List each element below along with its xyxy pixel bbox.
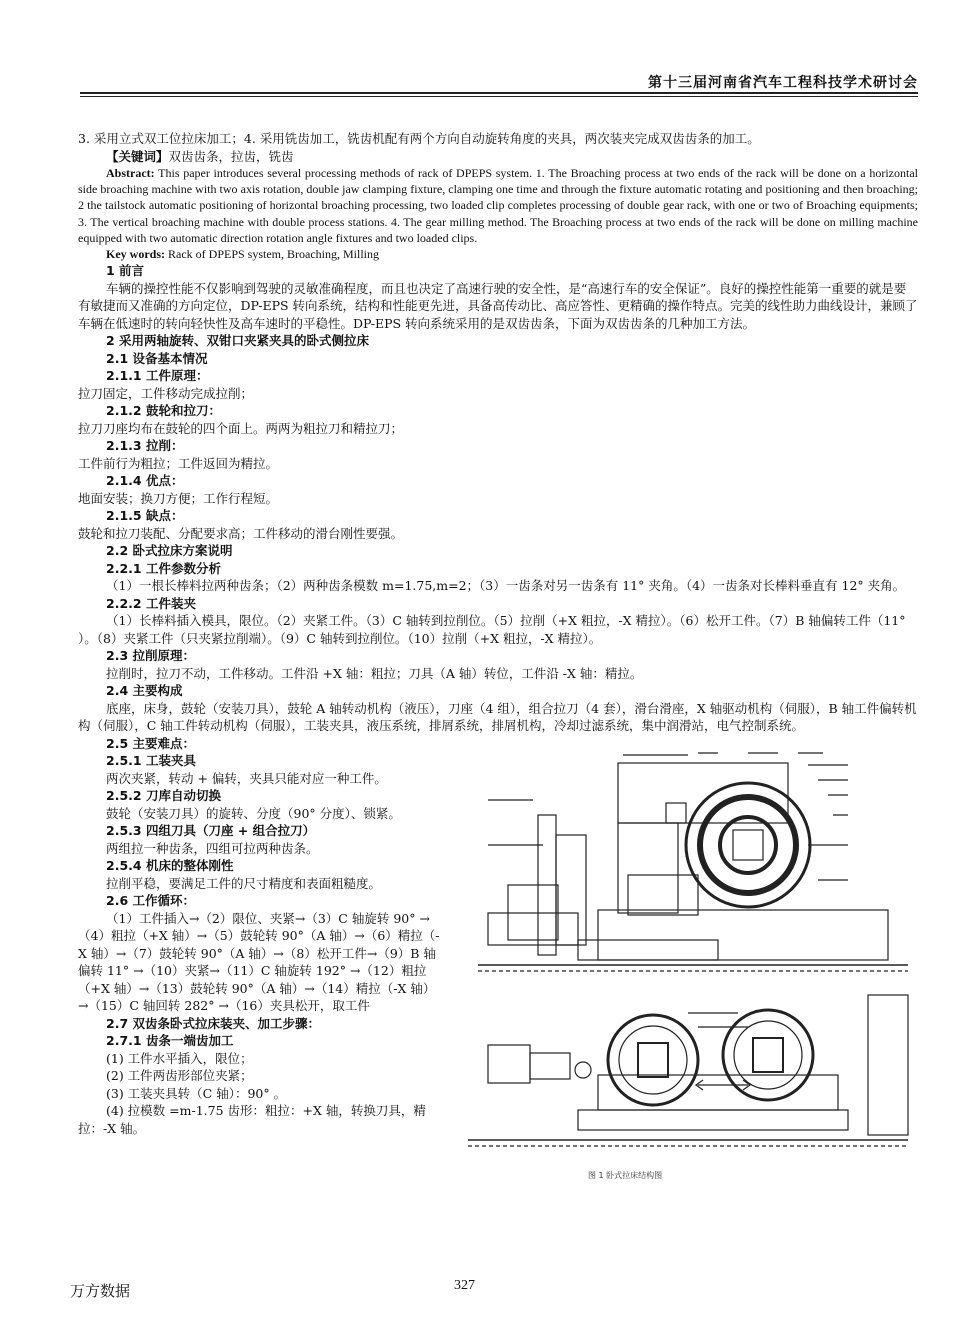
left-column <box>78 735 440 1138</box>
figure-column <box>448 735 918 1180</box>
section-heading: 2.3 拉削原理： <box>106 648 195 664</box>
conference-title: 第十三届河南省汽车工程科技学术研讨会 <box>648 75 918 91</box>
two-column-region <box>78 735 918 1180</box>
list-item: (4) 拉模数 =m-1.75 齿形：粗拉：+X 轴，转换刀具，精拉：-X 轴。 <box>78 1103 426 1136</box>
paragraph: 两组拉一种齿条，四组可拉两种齿条。 <box>106 840 319 856</box>
paragraph: （1）一根长棒料拉两种齿条；（2）两种齿条模数 m=1.75,m=2；（3）一齿条对另一齿条有 11° 夹角。（4）一齿条对长棒料垂直有 12° 夹角。 <box>106 578 906 594</box>
paragraph: 拉削时，拉刀不动，工件移动。工件沿 +X 轴：粗拉；刀具（A 轴）转位，工件沿 -X 轴：精拉。 <box>106 665 643 681</box>
paragraph: 鼓轮（安装刀具）的旋转、分度（90° 分度）、锁紧。 <box>106 805 401 821</box>
section-heading: 2.7.1 齿条一端齿加工 <box>106 1033 234 1049</box>
section-heading: 2 采用两轴旋转、双钳口夹紧夹具的卧式侧拉床 <box>106 333 370 349</box>
figure-caption: 图 1 卧式拉床结构图 <box>588 1170 663 1180</box>
section-heading: 2.2 卧式拉床方案说明 <box>106 543 233 559</box>
section-heading: 2.1.5 缺点： <box>106 508 184 524</box>
paragraph: 拉削平稳，要满足工件的尺寸精度和表面粗糙度。 <box>106 875 382 891</box>
section-heading: 2.1.3 拉削： <box>106 438 184 454</box>
paragraph: 车辆的操控性能不仅影响到驾驶的灵敏准确程度，而且也决定了高速行驶的安全性，是“高速行车的安全保证”。良好的操控性能第一重要的就是要有敏捷而又准确的方向定位，DP-EPS 转向系统，结构和性能更先进，具备高传动比、高应答性、更精确的操作特点。完美的线性助力曲线设计，兼顾了车辆在低速时的转向轻快性及高车速时的平稳性。DP-EPS 转向系统采用的是双齿齿条，下面为双齿齿条的几种加工方法。 <box>78 280 918 331</box>
section-heading: 2.6 工作循环： <box>106 893 195 909</box>
intro-line: 3. 采用立式双工位拉床加工；4. 采用铣齿加工，铣齿机配有两个方向自动旋转角度的夹具，两次装夹完成双齿齿条的加工。 <box>78 131 760 146</box>
section-heading: 2.1 设备基本情况 <box>106 350 208 366</box>
section-heading: 2.5.1 工装夹具 <box>106 753 196 769</box>
paragraph: 工件前行为粗拉；工件返回为精拉。 <box>78 455 279 471</box>
article-body <box>78 130 918 1180</box>
watermark: 万方数据 <box>70 1282 131 1300</box>
section-heading: 2.1.1 工件原理： <box>106 368 209 384</box>
header-rule-thin <box>80 96 918 97</box>
paragraph: 底座，床身，鼓轮（安装刀具），鼓轮 A 轴转动机构（液压），刀座（4 组），组合拉刀（4 套），滑台滑座，X 轴驱动机构（伺服），B 轴工件偏转机构（伺服），C 轴工件转动机构（伺服），工装夹具，液压系统，排屑系统，排屑机构，冷却过滤系统，集中润滑站，电气控制系统。 <box>78 700 917 734</box>
section-heading: 2.2.2 工件装夹 <box>106 595 196 611</box>
list-item: (1) 工件水平插入，限位； <box>106 1050 253 1066</box>
section-heading: 1 前言 <box>106 263 145 279</box>
section-heading: 2.1.2 鼓轮和拉刀： <box>106 403 221 419</box>
section-heading: 2.1.4 优点： <box>106 473 184 489</box>
list-item: (3) 工装夹具转（C 轴）：90° 。 <box>106 1085 287 1101</box>
section-heading: 2.5 主要难点： <box>106 735 195 751</box>
paragraph: 两次夹紧，转动 + 偏转，夹具只能对应一种工件。 <box>106 770 387 786</box>
broaching-machine-figure <box>448 735 918 1175</box>
paragraph: 地面安装；换刀方便；工作行程短。 <box>78 490 279 506</box>
keywords-cn: 【关键词】双齿齿条，拉齿，铣齿 <box>106 148 294 164</box>
paragraph: （1）工件插入→（2）限位、夹紧→（3）C 轴旋转 90° →（4）粗拉（+X 轴）→（5）鼓轮转 90°（A 轴）→（6）精拉（-X 轴）→（7）鼓轮转 90°（A 轴）→（8）松开工件→（9）B 轴偏转 11° →（10）夹紧→（11）C 轴旋转 192° →（12）粗拉（+X 轴）→（13）鼓轮转 90°（A 轴）→（14）精拉（-X 轴）→（15）C 轴回转 282° →（16）夹具松开，取工件 <box>78 910 440 1014</box>
paragraph: 拉刀刀座均布在鼓轮的四个面上。两两为粗拉刀和精拉刀； <box>78 420 404 436</box>
list-item: (2) 工件两齿形部位夹紧； <box>106 1068 253 1084</box>
paragraph: 拉刀固定，工件移动完成拉削； <box>78 385 254 401</box>
section-heading: 2.4 主要构成 <box>106 683 183 699</box>
abstract: Abstract: This paper introduces several processing methods of rack of DPEPS system. 1. The Broaching process at two ends of the rack will be done on a horizontal side broaching machine with two axis rotation, double jaw clamping fixture, clamping one time and through the fixture automatic rotating and positioning and then broaching; 2 the tailstock automatic positioning of horizontal broaching processing, two loaded clip completes processing of double gear rack, with one or two of Broaching equipments; 3. The vertical broaching machine with double process stations. 4. The gear milling method. The Broaching process at two ends of the rack will be done on milling machine equipped with two automatic direction rotation angle fixtures and two loaded clips. <box>78 166 918 245</box>
header-rule <box>80 92 918 94</box>
paragraph: （1）长棒料插入模具，限位。（2）夹紧工件。（3）C 轴转到拉削位。（5）拉削（+X 粗拉，-X 精拉）。（6）松开工件。（7）B 轴偏转工件（11° ）。（8）夹紧工件（只夹紧拉削端）。（9）C 轴转到拉削位。（10）拉削（+X 粗拉，-X 精拉）。 <box>78 613 906 646</box>
section-heading: 2.2.1 工件参数分析 <box>106 560 221 576</box>
paragraph: 鼓轮和拉刀装配、分配要求高；工件移动的滑台刚性要强。 <box>78 525 404 541</box>
section-heading: 2.5.2 刀库自动切换 <box>106 788 221 804</box>
section-heading: 2.7 双齿条卧式拉床装夹、加工步骤： <box>106 1015 320 1031</box>
section-heading: 2.5.3 四组刀具（刀座 + 组合拉刀） <box>106 823 316 839</box>
keywords-en: Key words: Rack of DPEPS system, Broaching, Milling <box>106 247 379 262</box>
page-number: 327 <box>454 1278 475 1293</box>
section-heading: 2.5.4 机床的整体刚性 <box>106 858 234 874</box>
